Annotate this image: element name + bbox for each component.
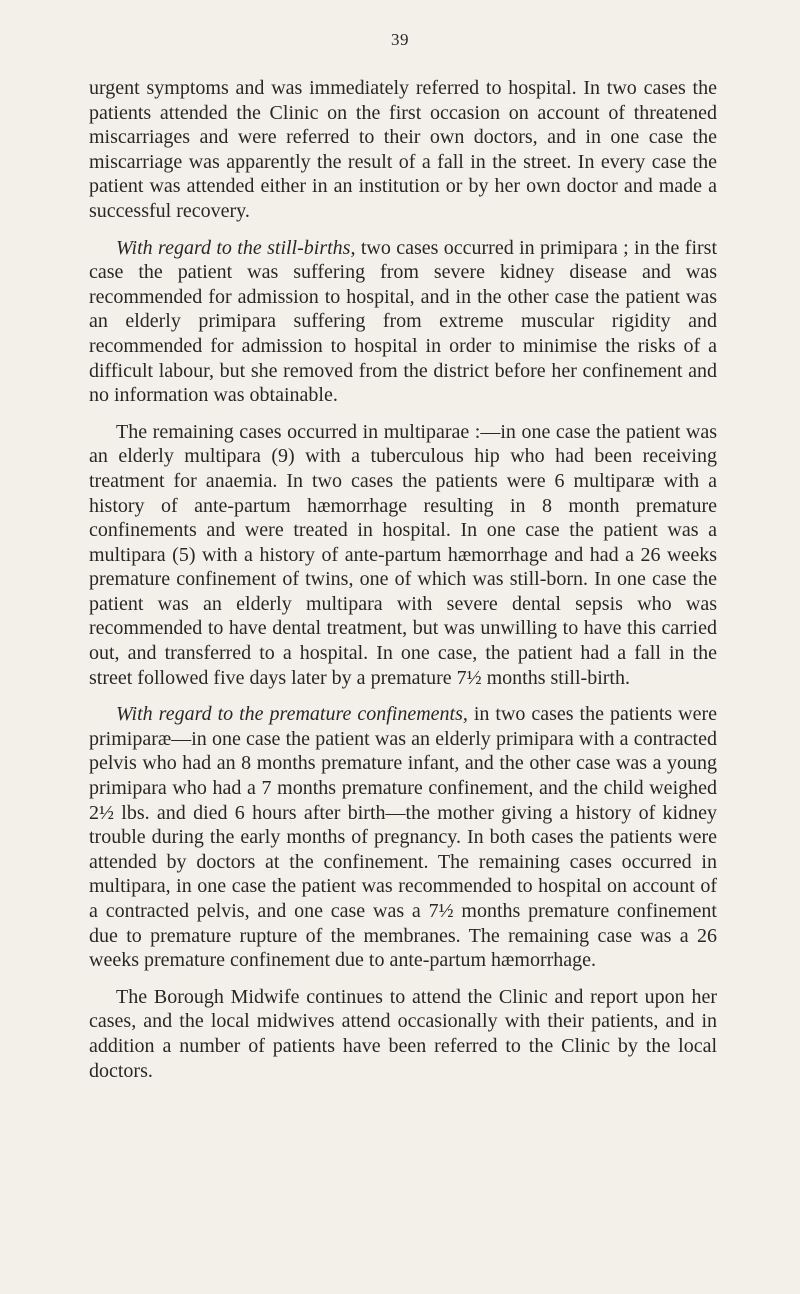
paragraph-lead: With regard to the still-births,: [116, 236, 356, 259]
paragraph-borough-midwife: [89, 985, 717, 1083]
paragraph-continuation: [89, 76, 717, 224]
paragraph-text: two cases occurred in primipara ; in the first case the patient was suffering from severe kidney disease and was recommended for admission to hospital, and in the other case the patient was an elderly primipara suffering from extreme muscular rigidity and recommended for admission to hospital in order to minimise the risks of a difficult labour, but she removed from the district before her confinement and no information was obtainable.: [89, 236, 717, 407]
paragraph-multiparae: [89, 420, 717, 691]
paragraph-lead: With regard to the premature confinements,: [116, 703, 468, 726]
paragraph-still-births: [89, 236, 717, 408]
paragraph-text: urgent symptoms and was immediately referred to hospital. In two cases the patients attended the Clinic on the first occasion on account of threatened miscarriages and were referred to their own doctors, and in one case the miscarriage was apparently the result of a fall in the street. In every case the patient was attended either in an institution or by her own doctor and made a successful recovery.: [89, 77, 717, 222]
paragraph-text: The Borough Midwife continues to attend the Clinic and report upon her cases, and the local midwives attend occasionally with their patients, and in addition a number of patients have been referred to the Clinic by the local doctors.: [89, 985, 717, 1082]
paragraph-text: in two cases the patients were primiparæ—in one case the patient was an elderly primipara with a contracted pelvis who had an 8 months premature infant, and the other case was a young primipara who had a 7 months premature confinement, and the child weighed 2½ lbs. and died 6 hours after birth—the mother giving a history of kidney trouble during the early months of pregnancy. In both cases the patients were attended by doctors at the confinement. The remaining cases occurred in multipara, in one case the patient was recommended to hospital on account of a contracted pelvis, and one case was a 7½ months premature confinement due to premature rupture of the membranes. The remaining case was a 26 weeks premature confinement due to ante-partum hæmorrhage.: [89, 703, 717, 972]
paragraph-premature-confinements: [89, 702, 717, 973]
paragraph-text: The remaining cases occurred in multiparae :—in one case the patient was an elderly multipara (9) with a tuberculous hip who had been receiving treatment for anaemia. In two cases the patients were 6 multiparæ with a history of ante-partum hæmorrhage resulting in 8 month premature confinements and were treated in hospital. In one case the patient was a multipara (5) with a history of ante-partum hæmorrhage and had a 26 weeks premature confinement of twins, one of which was still-born. In one case the patient was an elderly multipara with severe dental sepsis who was recommended to have dental treatment, but was unwilling to have this carried out, and transferred to a hospital. In one case, the patient had a fall in the street followed five days later by a premature 7½ months still-birth.: [89, 420, 717, 689]
page-number: 39: [391, 30, 409, 49]
body-text: [89, 76, 717, 1095]
